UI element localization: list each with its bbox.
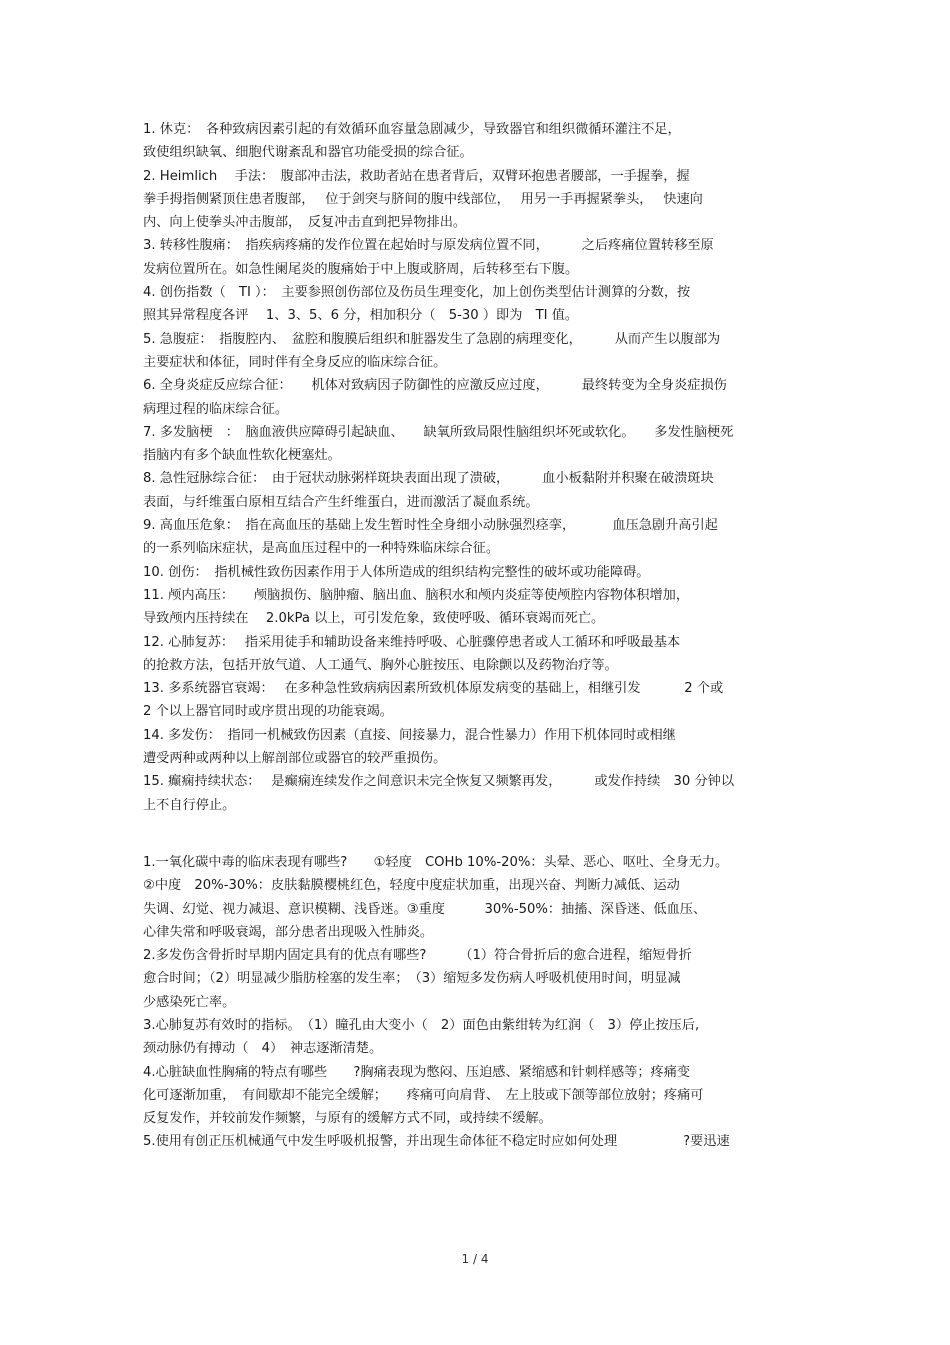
text-line: 3.心肺复苏有效时的指标。 （1）瞳孔由大变小（ 2）面色由紫绀转为红润（ 3）停止按压后, — [143, 1017, 700, 1033]
text-line: 15. 癫痫持续状态： 是癫痫连续发作之间意识未完全恢复又频繁再发， 或发作持续 30 分钟以 — [143, 774, 734, 790]
text-line: 致使组织缺氧、细胞代谢紊乱和器官功能受损的综合征。 — [143, 145, 473, 161]
text-line: 反复发作，并较前发作频繁，与原有的缓解方式不同，或持续不缓解。 — [143, 1111, 552, 1127]
text-line: 14. 多发伤： 指同一机械致伤因素（直接、间接暴力，混合性暴力）作用下机体同时或相继 — [143, 727, 676, 743]
question-entry — [143, 1014, 808, 1061]
questions-section — [143, 851, 808, 1154]
page-number: 1 / 4 — [461, 1252, 489, 1266]
text-line: 7. 多发脑梗 ： 脑血液供应障碍引起缺血、 缺氧所致局限性脑组织坏死或软化。 多发性脑梗死 — [143, 424, 734, 440]
text-line: 少感染死亡率。 — [143, 994, 236, 1010]
text-line: 发病位置所在。如急性阑尾炎的腹痛始于中上腹或脐周，后转移至右下腹。 — [143, 261, 579, 277]
text-line: 病理过程的临床综合征。 — [143, 401, 289, 417]
text-line: 拳手拇指侧紧顶住患者腹部， 位于剑突与脐间的腹中线部位， 用另一手再握紧拳头， 快速向 — [143, 191, 703, 207]
text-line: ②中度 20%-30%：皮肤黏膜樱桃红色，轻度中度症状加重，出现兴奋、判断力减低、运动 — [143, 878, 680, 894]
definition-entry — [143, 770, 808, 817]
definition-entry — [143, 561, 808, 584]
text-line: 1. 休克： 各种致病因素引起的有效循环血容量急剧减少，导致器官和组织微循环灌注不足， — [143, 122, 681, 137]
text-line: 1.一氧化碳中毒的临床表现有哪些? ①轻度 COHb 10%-20%：头晕、恶心、呕吐、全身无力。 — [143, 854, 729, 870]
text-line: 遭受两种或两种以上解剖部位或器官的较严重损伤。 — [143, 751, 447, 767]
text-line: 2.多发伤含骨折时早期内固定具有的优点有哪些? （1）符合骨折后的愈合进程，缩短骨折 — [143, 948, 692, 964]
definition-entry — [143, 118, 808, 165]
definition-entry — [143, 631, 808, 678]
definition-entry — [143, 677, 808, 724]
text-line: 10. 创伤： 指机械性致伤因素作用于人体所造成的组织结构完整性的破坏或功能障碍。 — [143, 564, 650, 580]
question-entry — [143, 944, 808, 1014]
text-line: 2. Heimlich 手法： 腹部冲击法，救助者站在患者背后，双臂环抱患者腰部，一手握拳，握 — [143, 168, 690, 184]
text-line: 愈合时间；（2）明显减少脂肪栓塞的发生率； （3）缩短多发伤病人呼吸机使用时间，明显减 — [143, 971, 681, 987]
text-line: 主要症状和体征，同时伴有全身反应的临床综合征。 — [143, 354, 447, 370]
text-line: 4.心脏缺血性胸痛的特点有哪些 ?胸痛表现为憋闷、压迫感、紧缩感和针刺样感等；疼痛变 — [143, 1064, 691, 1080]
text-line: 4. 创伤指数（ TI ）： 主要参照创伤部位及伤员生理变化，加上创伤类型估计测算的分数，按 — [143, 285, 691, 301]
text-line: 导致颅内压持续在 2.0kPa 以上，可引发危象，致使呼吸、循环衰竭而死亡。 — [143, 611, 605, 627]
text-line: 6. 全身炎症反应综合征： 机体对致病因子防御性的应激反应过度， 最终转变为全身炎症损伤 — [143, 378, 727, 394]
text-line: 照其异常程度各评 1、3、5、6 分，相加积分（ 5-30 ）即为 TI 值。 — [143, 308, 579, 324]
text-line: 心律失常和呼吸衰竭，部分患者出现吸入性肺炎。 — [143, 924, 434, 940]
definition-entry — [143, 165, 808, 235]
document-content — [143, 118, 808, 1154]
text-line: 表面，与纤维蛋白原相互结合产生纤维蛋白，进而激活了凝血系统。 — [143, 494, 539, 510]
text-line: 内、向上使拳头冲击腹部， 反复冲击直到把异物排出。 — [143, 215, 467, 231]
question-entry — [143, 851, 808, 944]
definition-entry — [143, 584, 808, 631]
definition-entry — [143, 281, 808, 328]
definitions-section — [143, 118, 808, 817]
text-line: 化可逐渐加重， 有间歇却不能完全缓解； 疼痛可向肩背、 左上肢或下颌等部位放射；疼痛可 — [143, 1087, 704, 1103]
text-line: 9. 高血压危象： 指在高血压的基础上发生暂时性全身细小动脉强烈痉挛， 血压急剧升高引起 — [143, 518, 718, 534]
text-line: 3. 转移性腹痛： 指疾病疼痛的发作位置在起始时与原发病位置不同， 之后疼痛位置转移至原 — [143, 238, 714, 254]
definition-entry — [143, 234, 808, 281]
question-entry — [143, 1061, 808, 1131]
text-line: 13. 多系统器官衰竭： 在多种急性致病病因素所致机体原发病变的基础上，相继引发 2 个或 — [143, 681, 724, 697]
text-line: 失调、幻觉、视力减退、意识模糊、浅昏迷。③重度 30%-50%：抽搐、深昏迷、低血压、 — [143, 901, 707, 917]
text-line: 2 个以上器官同时或序贯出现的功能衰竭。 — [143, 704, 393, 720]
definition-entry — [143, 514, 808, 561]
text-line: 5.使用有创正压机械通气中发生呼吸机报警，并出现生命体征不稳定时应如何处理 ?要迅速 — [143, 1134, 730, 1150]
definition-entry — [143, 724, 808, 771]
definition-entry — [143, 328, 808, 375]
definition-entry — [143, 374, 808, 421]
text-line: 上不自行停止。 — [143, 797, 236, 813]
text-line: 的一系列临床症状，是高血压过程中的一种特殊临床综合征。 — [143, 541, 500, 557]
text-line: 的抢救方法，包括开放气道、人工通气、胸外心脏按压、电除颤以及药物治疗等。 — [143, 657, 618, 673]
text-line: 8. 急性冠脉综合征： 由于冠状动脉粥样斑块表面出现了溃破， 血小板黏附并积聚在破溃斑块 — [143, 471, 714, 487]
text-line: 颈动脉仍有搏动（ 4） 神志逐渐清楚。 — [143, 1041, 383, 1057]
question-entry — [143, 1130, 808, 1153]
section-gap — [143, 817, 808, 851]
text-line: 12. 心肺复苏： 指采用徒手和辅助设备来维持呼吸、心脏骤停患者或人工循环和呼吸最基本 — [143, 634, 681, 650]
text-line: 5. 急腹症： 指腹腔内、 盆腔和腹膜后组织和脏器发生了急剧的病理变化， 从而产生以腹部为 — [143, 331, 721, 347]
text-line: 指脑内有多个缺血性软化梗塞灶。 — [143, 448, 341, 464]
definition-entry — [143, 467, 808, 514]
text-line: 11. 颅内高压： 颅脑损伤、脑肿瘤、脑出血、脑积水和颅内炎症等使颅腔内容物体积增加， — [143, 587, 690, 603]
definition-entry — [143, 421, 808, 468]
